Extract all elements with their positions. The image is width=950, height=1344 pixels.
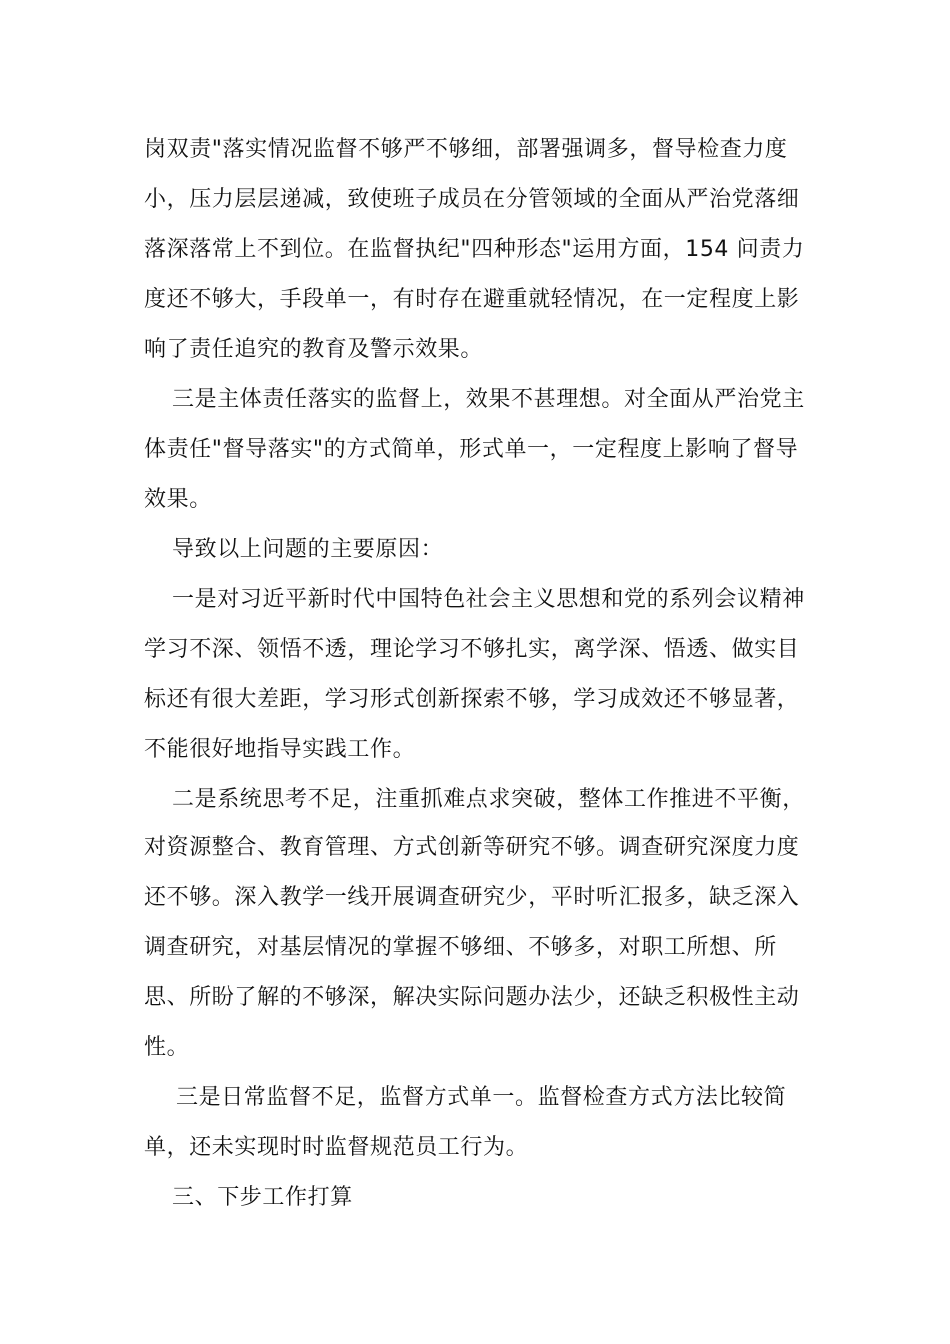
- text-line: 效果。: [144, 487, 212, 512]
- text-line: 响了责任追究的教育及警示效果。: [144, 337, 484, 362]
- text-line: 单，还未实现时时监督规范员工行为。: [144, 1135, 529, 1160]
- text-line: 还不够。深入教学一线开展调查研究少，平时听汇报多，缺乏深入: [144, 885, 800, 910]
- text-line: 不能很好地指导实践工作。: [144, 737, 416, 762]
- text-line: 标还有很大差距，学习形式创新探索不够，学习成效还不够显著，: [144, 687, 800, 712]
- text-line: 度还不够大，手段单一，有时存在避重就轻情况，在一定程度上影: [144, 287, 800, 312]
- text-line: 学习不深、领悟不透，理论学习不够扎实，离学深、悟透、做实目: [144, 637, 800, 662]
- text-line: 一是对习近平新时代中国特色社会主义思想和党的系列会议精神: [172, 587, 805, 612]
- text-line: 二是系统思考不足，注重抓难点求突破，整体工作推进不平衡，: [172, 787, 805, 812]
- text-line: 对资源整合、教育管理、方式创新等研究不够。调查研究深度力度: [144, 835, 800, 860]
- text-line: 性。: [144, 1035, 190, 1060]
- text-line: 导致以上问题的主要原因：: [172, 537, 444, 562]
- text-line: 三是日常监督不足，监督方式单一。监督检查方式方法比较简: [176, 1085, 787, 1110]
- text-line: 小，压力层层递减，致使班子成员在分管领域的全面从严治党落细: [144, 187, 800, 212]
- section-heading: 三、下步工作打算: [172, 1185, 353, 1210]
- text-line: 落深落常上不到位。在监督执纪"四种形态"运用方面，154 问责力: [144, 237, 805, 262]
- text-line: 体责任"督导落实"的方式简单，形式单一，一定程度上影响了督导: [144, 437, 799, 462]
- text-line: 岗双责"落实情况监督不够严不够细，部署强调多，督导检查力度: [144, 137, 788, 162]
- text-line: 思、所盼了解的不够深，解决实际问题办法少，还缺乏积极性主动: [144, 985, 800, 1010]
- text-line: 三是主体责任落实的监督上，效果不甚理想。对全面从严治党主: [172, 387, 805, 412]
- text-line: 调查研究，对基层情况的掌握不够细、不够多，对职工所想、所: [144, 935, 777, 960]
